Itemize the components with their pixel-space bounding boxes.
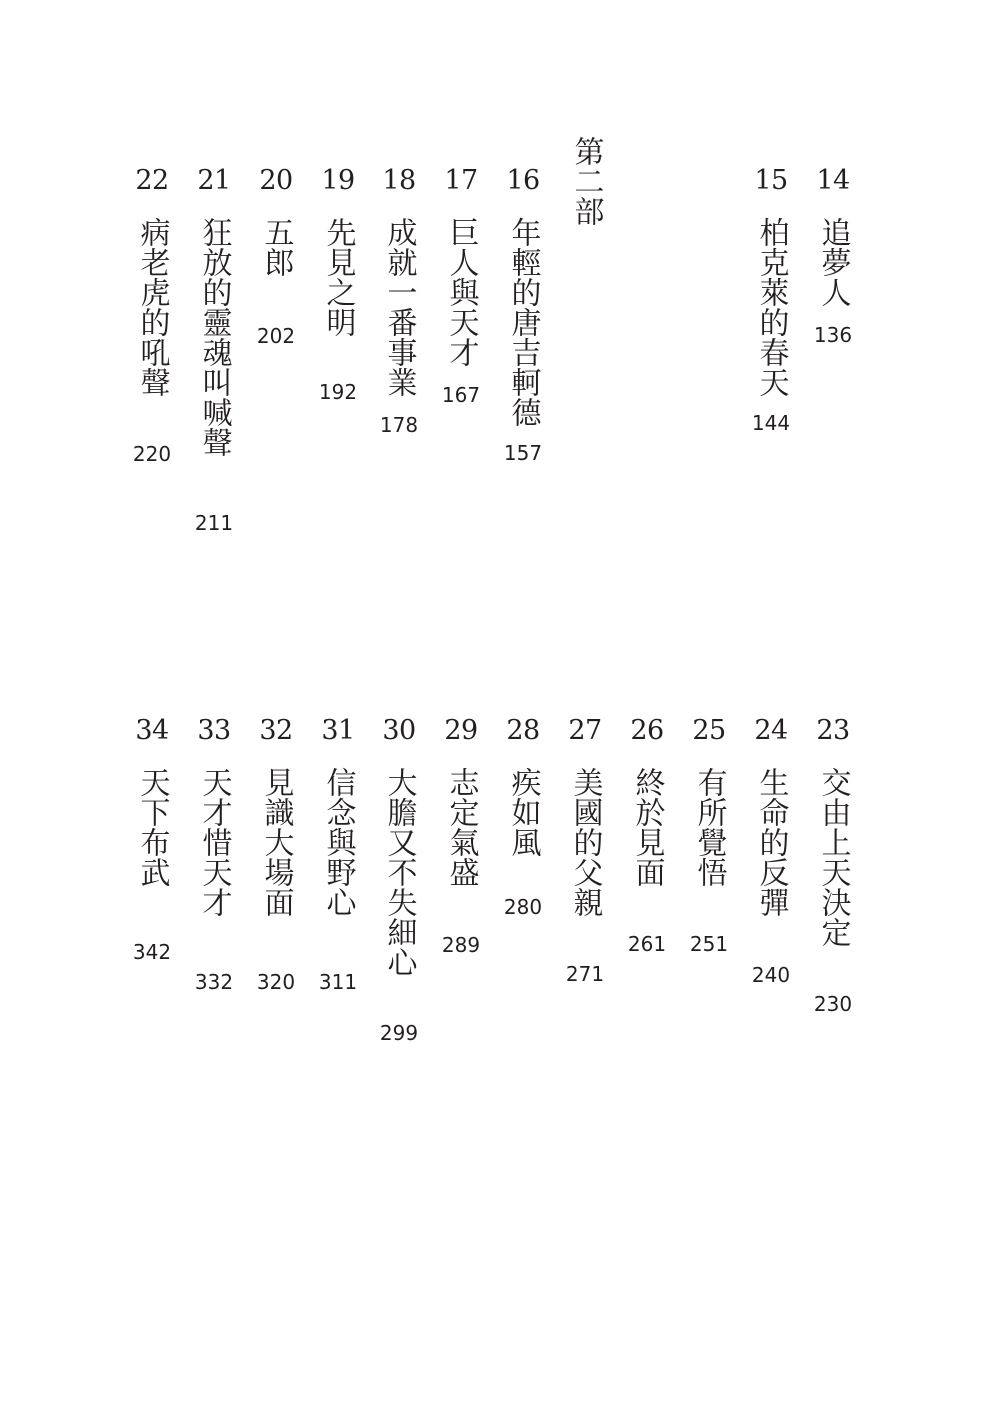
chapter-title: 志定氣盛 xyxy=(443,767,479,887)
chapter-page-number: 342 xyxy=(132,940,172,964)
part-heading-text: 第二部 xyxy=(568,136,604,226)
toc-entry[interactable] xyxy=(678,716,740,955)
chapter-number: 28 xyxy=(506,715,540,746)
chapter-title: 有所覺悟 xyxy=(691,767,727,887)
chapter-page-number: 240 xyxy=(751,963,791,987)
toc-entry[interactable] xyxy=(368,716,430,1044)
toc-entry[interactable] xyxy=(492,166,554,464)
chapter-number: 14 xyxy=(816,165,850,196)
toc-entry[interactable] xyxy=(368,166,430,436)
toc-entry[interactable] xyxy=(245,716,307,993)
chapter-page-number: 220 xyxy=(132,442,172,466)
toc-entry[interactable] xyxy=(183,166,245,534)
chapter-title: 追夢人 xyxy=(815,217,851,307)
chapter-number: 24 xyxy=(754,715,788,746)
toc-entry[interactable] xyxy=(492,716,554,918)
toc-entry[interactable] xyxy=(121,166,183,465)
toc-entry[interactable] xyxy=(307,716,369,993)
chapter-number: 22 xyxy=(135,165,169,196)
chapter-title: 狂放的靈魂叫喊聲 xyxy=(196,217,232,457)
chapter-page-number: 280 xyxy=(503,895,543,919)
chapter-number: 19 xyxy=(321,165,355,196)
chapter-title: 終於見面 xyxy=(629,767,665,887)
chapter-title: 生命的反彈 xyxy=(753,767,789,917)
chapter-page-number: 289 xyxy=(441,933,481,957)
toc-entry[interactable] xyxy=(245,166,307,347)
chapter-title: 大膽又不失細心 xyxy=(381,767,417,977)
chapter-page-number: 271 xyxy=(565,962,605,986)
chapter-page-number: 157 xyxy=(503,441,543,465)
chapter-title: 巨人與天才 xyxy=(443,217,479,367)
toc-entry[interactable] xyxy=(740,166,802,434)
part-heading xyxy=(560,136,612,226)
toc-entry[interactable] xyxy=(183,716,245,993)
toc-entry[interactable] xyxy=(554,716,616,985)
chapter-number: 21 xyxy=(197,165,231,196)
toc-entry[interactable] xyxy=(307,166,369,403)
chapter-title: 柏克萊的春天 xyxy=(753,217,789,397)
toc-entry[interactable] xyxy=(430,166,492,406)
chapter-number: 15 xyxy=(754,165,788,196)
chapter-page-number: 178 xyxy=(379,413,419,437)
chapter-title: 年輕的唐吉軻德 xyxy=(505,217,541,427)
chapter-title: 交由上天決定 xyxy=(815,767,851,947)
chapter-page-number: 299 xyxy=(379,1021,419,1045)
chapter-number: 29 xyxy=(444,715,478,746)
chapter-page-number: 251 xyxy=(689,932,729,956)
chapter-page-number: 320 xyxy=(256,970,296,994)
chapter-title: 先見之明 xyxy=(320,217,356,337)
toc-entry[interactable] xyxy=(802,716,864,1015)
chapter-page-number: 261 xyxy=(627,932,667,956)
chapter-number: 18 xyxy=(382,165,416,196)
chapter-page-number: 230 xyxy=(813,992,853,1016)
toc-entry[interactable] xyxy=(430,716,492,956)
chapter-number: 16 xyxy=(506,165,540,196)
chapter-page-number: 332 xyxy=(194,970,234,994)
chapter-number: 17 xyxy=(444,165,478,196)
chapter-page-number: 211 xyxy=(194,511,234,535)
chapter-page-number: 192 xyxy=(318,380,358,404)
chapter-page-number: 311 xyxy=(318,970,358,994)
chapter-page-number: 167 xyxy=(441,383,481,407)
chapter-number: 23 xyxy=(816,715,850,746)
chapter-title: 天下布武 xyxy=(134,767,170,887)
chapter-page-number: 202 xyxy=(256,324,296,348)
toc-entry[interactable] xyxy=(121,716,183,963)
chapter-number: 31 xyxy=(321,715,355,746)
chapter-number: 26 xyxy=(630,715,664,746)
chapter-number: 20 xyxy=(259,165,293,196)
toc-entry[interactable] xyxy=(740,716,802,986)
toc-entry[interactable] xyxy=(616,716,678,955)
chapter-title: 成就一番事業 xyxy=(381,217,417,397)
chapter-page-number: 144 xyxy=(751,411,791,435)
chapter-title: 疾如風 xyxy=(505,767,541,857)
chapter-page-number: 136 xyxy=(813,323,853,347)
chapter-number: 32 xyxy=(259,715,293,746)
chapter-title: 見識大場面 xyxy=(258,767,294,917)
chapter-number: 25 xyxy=(692,715,726,746)
chapter-title: 美國的父親 xyxy=(567,767,603,917)
chapter-number: 34 xyxy=(135,715,169,746)
toc-entry[interactable] xyxy=(802,166,864,346)
chapter-title: 病老虎的吼聲 xyxy=(134,217,170,397)
chapter-number: 30 xyxy=(382,715,416,746)
chapter-number: 27 xyxy=(568,715,602,746)
chapter-title: 天才惜天才 xyxy=(196,767,232,917)
chapter-number: 33 xyxy=(197,715,231,746)
chapter-title: 信念與野心 xyxy=(320,767,356,917)
chapter-title: 五郎 xyxy=(258,217,294,277)
